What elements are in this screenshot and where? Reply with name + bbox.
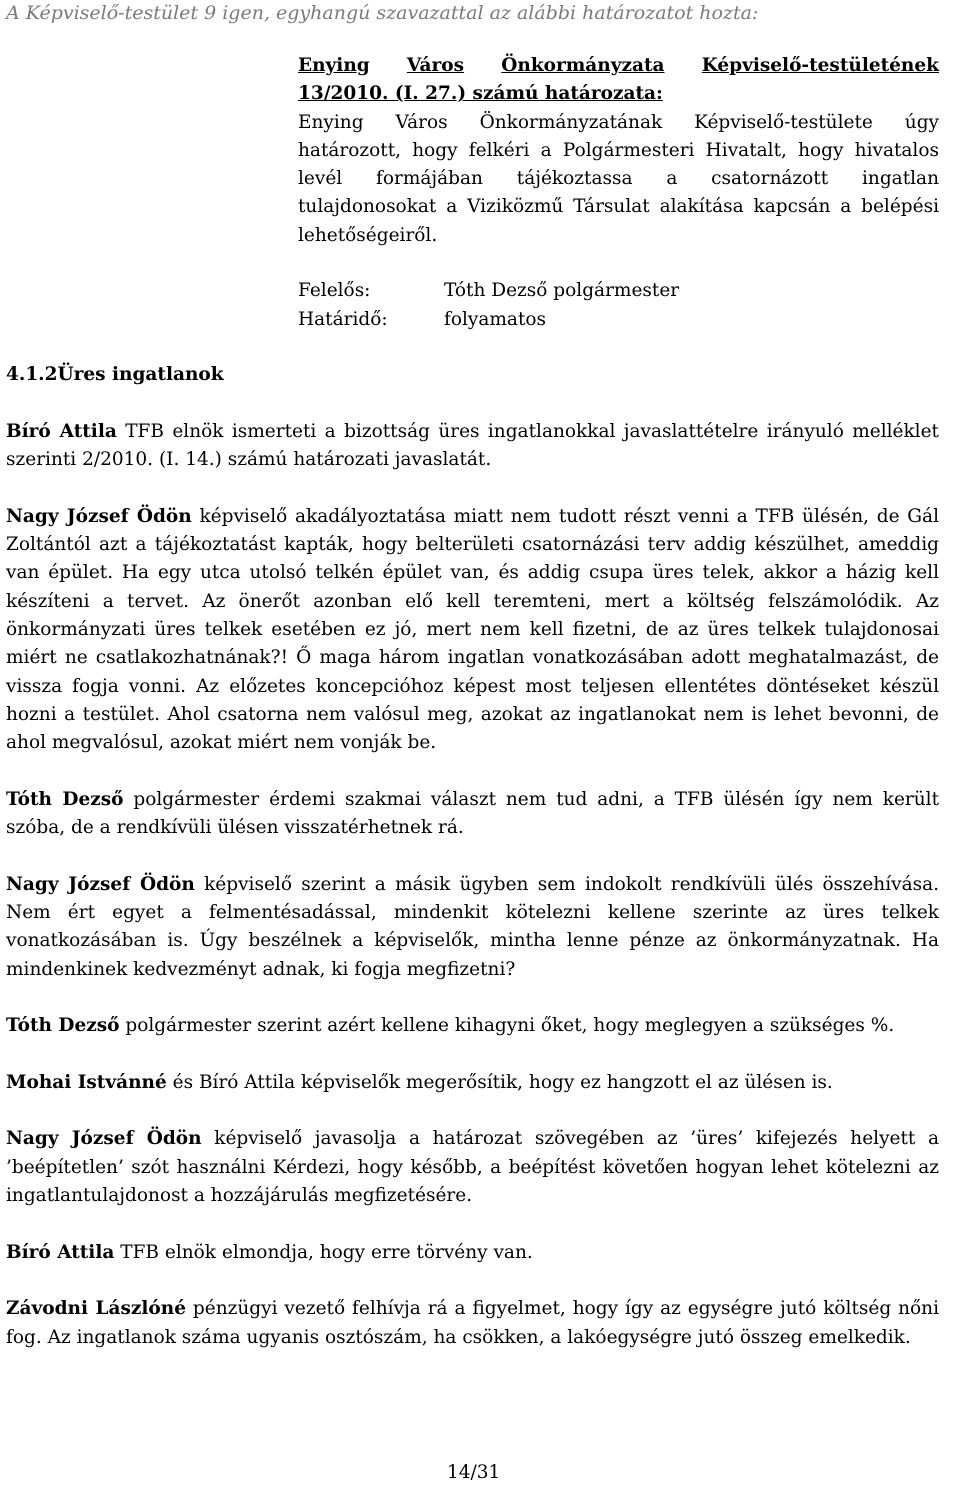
- paragraph: [6, 1069, 939, 1097]
- deadline-value: folyamatos: [444, 308, 547, 330]
- title-word: Képviselő-testületének: [701, 55, 939, 76]
- responsible-value: Tóth Dezső polgármester: [444, 280, 680, 301]
- title-word: Önkormányzata: [501, 55, 665, 76]
- paragraph: [6, 1239, 939, 1267]
- paragraph-text: és Bíró Attila képviselők megerősítik, hogy ez hangzott el az ülésen is.: [166, 1071, 833, 1093]
- speaker-name: Bíró Attila: [6, 421, 117, 442]
- speaker-name: Nagy József Ödön: [6, 505, 192, 527]
- paragraph-text: képviselő akadályoztatása miatt nem tudott részt venni a TFB ülésén, de Gál Zoltántól azt a tájékoztatást kapták, hogy belterületi csatornázási terv addig készülhet, ameddig van épület. Ha egy utca utolsó telkén épület van, és addig csupa üres telek, akkor a házig kell készíteni a tervet. Az önerőt azonban elő kell teremteni, mert a költség felszámolódik. Az önkormányzati üres telkek esetében ez jó, mert nem kell fizetni, de az üres telkek tulajdonosai miért ne csatlakozhatnának?! Ő maga három ingatlan vonatkozásában adott meghatalmazást, de vissza fogja vonni. Az előzetes koncepcióhoz képest most teljesen ellentétes döntéseket készül hozni a testület. Ahol csatorna nem valósul meg, azokat az ingatlanokat nem is lehet bevonni, de ahol megvalósul, azokat miért nem vonják be.: [6, 505, 940, 754]
- paragraph: [6, 503, 939, 758]
- speaker-name: Nagy József Ödön: [6, 1128, 202, 1150]
- speaker-name: Závodni Lászlóné: [6, 1298, 186, 1320]
- paragraph: [6, 418, 939, 475]
- paragraph-text: TFB elnök elmondja, hogy erre törvény van.: [114, 1241, 533, 1263]
- deadline-label: Határidő:: [298, 308, 388, 330]
- title-word: Város: [406, 55, 465, 76]
- minutes-body: [6, 418, 939, 1380]
- paragraph: [6, 786, 939, 843]
- paragraph-text: polgármester szerint azért kellene kihagyni őket, hogy meglegyen a szükséges %.: [119, 1015, 895, 1037]
- paragraph: [6, 1295, 939, 1352]
- paragraph: [6, 1012, 939, 1040]
- paragraph: [6, 1125, 939, 1210]
- speaker-name: Nagy József Ödön: [6, 873, 195, 895]
- paragraph-text: TFB elnök ismerteti a bizottság üres ingatlanokkal javaslattételre irányuló melléklet szerinti 2/2010. (I. 14.) számú határozati javaslatát.: [6, 421, 939, 471]
- resolution-text: Enying Város Önkormányzatának Képviselő-testülete úgy határozott, hogy felkéri a Polgármesteri Hivatalt, hogy hivatalos levél formájában tájékoztassa a csatornázott ingatlan tulajdonosokat a Viziközmű Társulat alakítása kapcsán a belépési lehetőségeiről.: [298, 111, 939, 246]
- page-number: 14/31: [447, 1462, 501, 1483]
- paragraph-text: képviselő javasolja a határozat szövegében az ’üres’ kifejezés helyett a ’beépítetlen’ szót használni Kérdezi, hogy később, a beépítést követően hogyan lehet kötelezni az ingatlantulajdonost a hozzájárulás megfizetésére.: [6, 1128, 940, 1207]
- paragraph-text: képviselő szerint a másik ügyben sem indokolt rendkívüli ülés összehívása. Nem ért egyet a felmentésadással, mindenkit kötelezni kellene szerinte az üres telkek vonatkozásában is. Úgy beszélnek a képviselők, mintha lenne pénze az önkormányzatnak. Ha mindenkinek kedvezményt adnak, ki fogja megfizetni?: [6, 873, 939, 980]
- speaker-name: Tóth Dezső: [6, 1015, 120, 1037]
- paragraph-text: polgármester érdemi szakmai választ nem tud adni, a TFB ülésén így nem került szóba, de a rendkívüli ülésen visszatérhetnek rá.: [6, 788, 940, 839]
- responsible-label: Felelős:: [298, 280, 371, 301]
- responsibility-block: [298, 277, 679, 334]
- speaker-name: Mohai Istvánné: [6, 1071, 167, 1093]
- speaker-name: Tóth Dezső: [6, 788, 124, 810]
- resolution-block: [298, 52, 939, 250]
- intro-text: A Képviselő-testület 9 igen, egyhangú szavazattal az alábbi határozatot hozta:: [6, 2, 759, 24]
- speaker-name: Bíró Attila: [6, 1241, 115, 1263]
- resolution-title: [298, 52, 939, 109]
- resolution-number: 13/2010. (I. 27.) számú határozata:: [298, 83, 663, 105]
- paragraph-text: pénzügyi vezető felhívja rá a figyelmet, hogy így az egységre jutó költség nőni fog. Az ingatlanok száma ugyanis osztószám, ha csökken, a lakóegységre jutó összeg emelkedik.: [6, 1298, 939, 1348]
- title-word: Enying: [298, 55, 370, 76]
- section-heading: 4.1.2Üres ingatlanok: [6, 364, 224, 385]
- paragraph: [6, 871, 939, 984]
